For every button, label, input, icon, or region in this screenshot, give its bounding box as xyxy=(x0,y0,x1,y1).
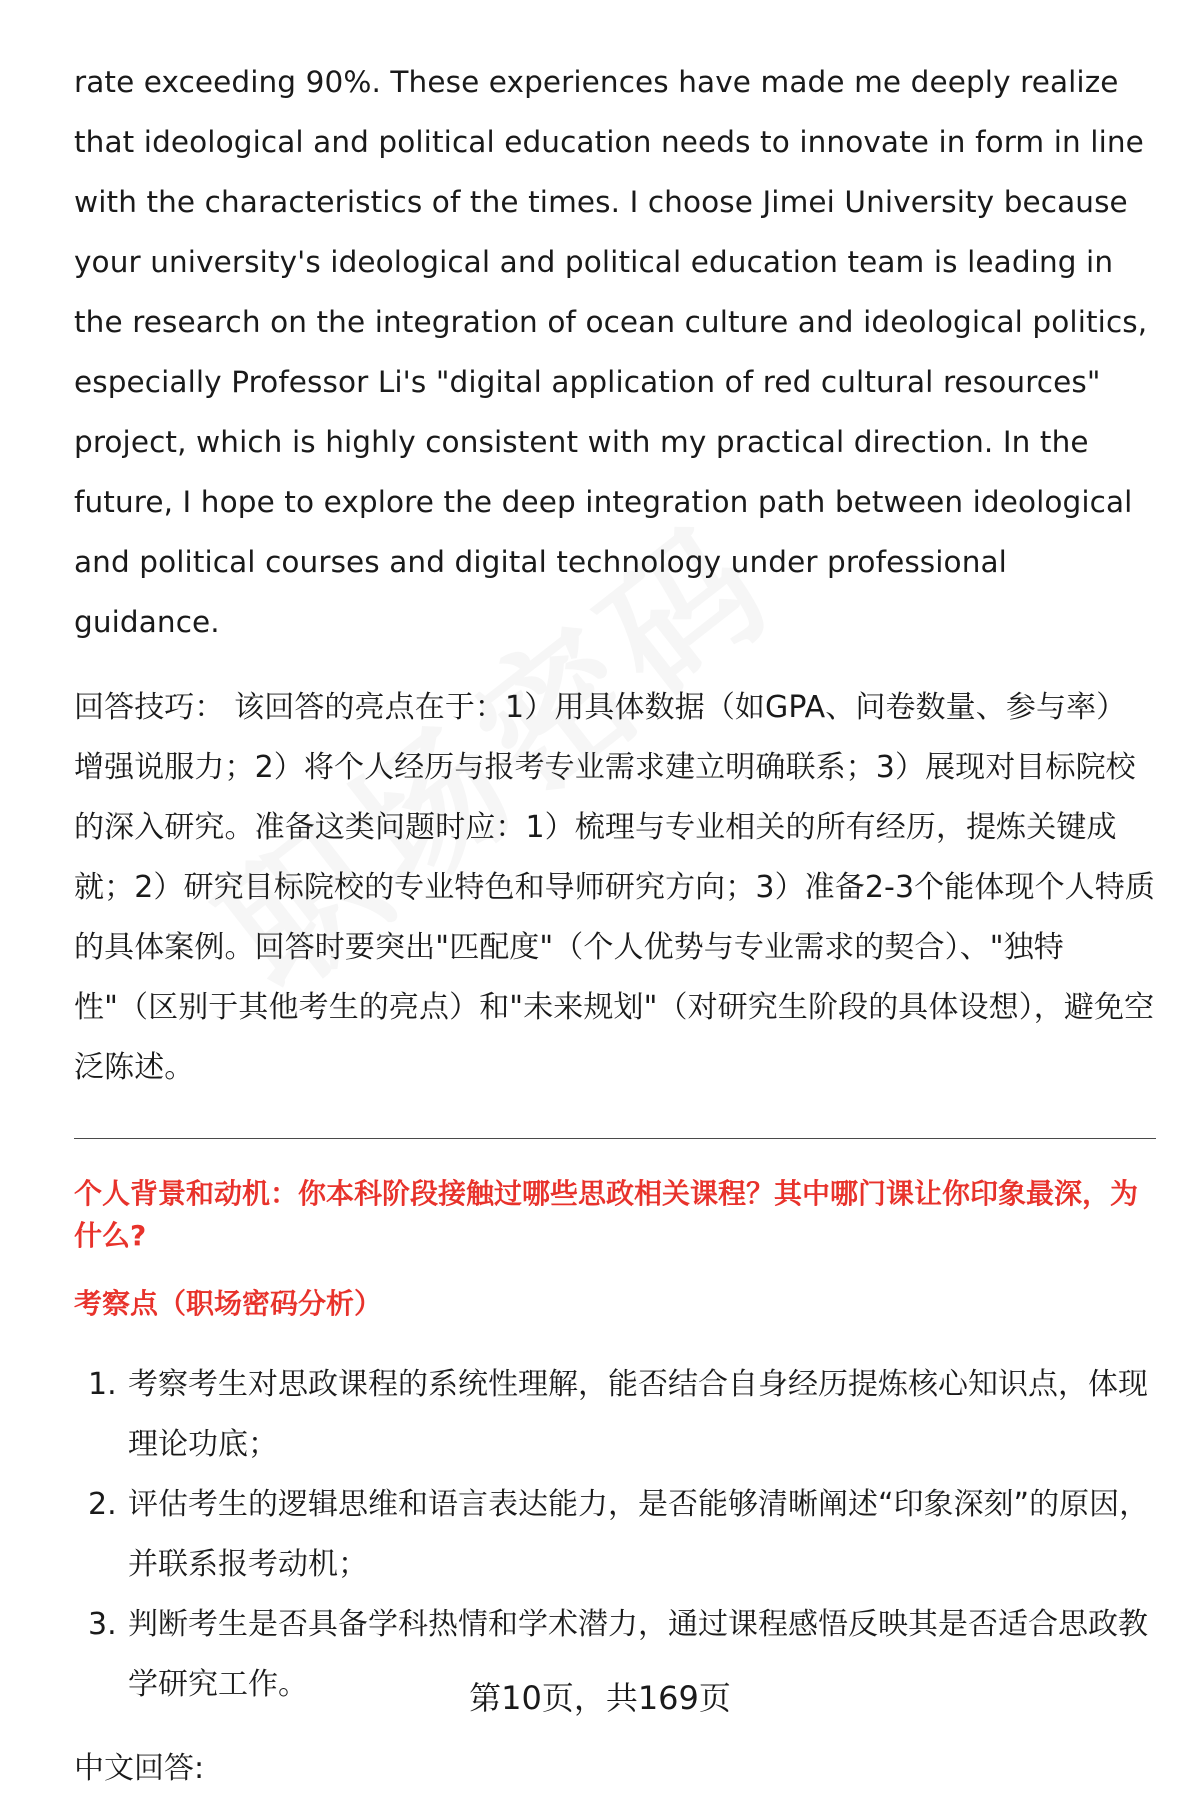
exam-points-list xyxy=(74,1355,1156,1715)
list-item-text: 考察考生对思政课程的系统性理解，能否结合自身经历提炼核心知识点，体现理论功底； xyxy=(128,1367,1148,1462)
list-item-text: 评估考生的逻辑思维和语言表达能力，是否能够清晰阐述“印象深刻”的原因，并联系报考动机； xyxy=(128,1487,1150,1582)
list-item xyxy=(74,1475,1156,1595)
list-item-number: 3. xyxy=(88,1607,117,1642)
answer-tips-paragraph: 回答技巧： 该回答的亮点在于：1）用具体数据（如GPA、问卷数量、参与率）增强说服力；2）将个人经历与报考专业需求建立明确联系；3）展现对目标院校的深入研究。准备这类问题时应：1）梳理与专业相关的所有经历，提炼关键成就；2）研究目标院校的专业特色和导师研究方向；3）准备2-3个能体现个人特质的具体案例。回答时要突出"匹配度"（个人优势与专业需求的契合）、"独特性"（区别于其他考生的亮点）和"未来规划"（对研究生阶段的具体设想），避免空泛陈述。 xyxy=(74,690,1155,1085)
exam-points-heading: 考察点（职场密码分析） xyxy=(74,1287,383,1320)
intro-paragraph: rate exceeding 90%. These experiences have made me deeply realize that ideological and political education needs to innovate in form in line with the characteristics of the times. I choose Jimei University because your university's ideological and political education team is leading in the research on the integration of ocean culture and ideological politics, especially Professor Li's "digital application of red cultural resources" project, which is highly consistent with my practical direction. In the future, I hope to explore the deep integration path between ideological and political courses and digital technology under professional guidance. xyxy=(74,65,1148,639)
chinese-answer-label: 中文回答: xyxy=(74,1751,205,1786)
list-item-text: 判断考生是否具备学科热情和学术潜力，通过课程感悟反映其是否适合思政教学研究工作。 xyxy=(128,1607,1148,1702)
section-divider xyxy=(74,1138,1156,1139)
list-item-number: 1. xyxy=(88,1367,117,1402)
list-item xyxy=(74,1355,1156,1475)
question-heading: 个人背景和动机：你本科阶段接触过哪些思政相关课程？其中哪门课让你印象最深，为什么? xyxy=(74,1177,1139,1252)
document-page xyxy=(74,52,1156,1799)
page-footer: 第10页，共169页 xyxy=(469,1679,731,1717)
list-item-number: 2. xyxy=(88,1487,117,1522)
